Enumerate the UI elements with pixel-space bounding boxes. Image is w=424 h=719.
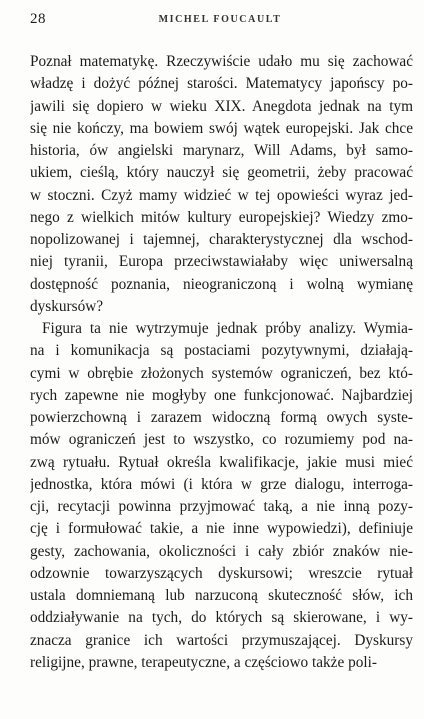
body-text bbox=[30, 51, 413, 674]
text-line: nopolizowanej i tajemnej, charakterystycznej dla wschod- bbox=[30, 231, 413, 248]
text-line: w stoczni. Czyż mamy widzieć w tej opowieści wyraz jed- bbox=[30, 186, 413, 204]
text-line: mów ograniczeń jest to wszystko, co rozumiemy pod na- bbox=[30, 431, 413, 449]
text-line: ustala domniemaną lub narzuconą skuteczność słów, ich bbox=[30, 587, 413, 604]
text-line: oddziaływanie na tych, do których są skierowane, i wy- bbox=[30, 609, 413, 627]
running-head-author: MICHEL FOUCAULT bbox=[158, 14, 282, 25]
text-line: znacza granice ich wartości przymuszającej. Dyskursy bbox=[30, 631, 413, 649]
text-line: rych zapewne nie mogłyby one funkcjonować. Najbardziej bbox=[30, 386, 413, 404]
text-line: zwą rytuału. Rytuał określa kwalifikacje, jakie musi mieć bbox=[30, 453, 413, 471]
text-line: cję i formułować takie, a nie inne wypowiedzi), definiuje bbox=[30, 520, 413, 538]
page-number: 28 bbox=[30, 11, 46, 27]
text-line: dyskursów? bbox=[30, 297, 104, 315]
text-line: cji, recytacji powinna przyjmować taką, a nie inną pozy- bbox=[30, 498, 413, 515]
text-line: religijne, prawne, terapeutyczne, a częściowo także poli- bbox=[30, 653, 377, 671]
text-line: dostępność poznania, nieograniczoną i wolną wymianę bbox=[30, 275, 413, 293]
text-line: odzownie towarzyszących dyskursowi; wreszcie rytuał bbox=[30, 564, 413, 582]
text-line: cymi w obrębie złożonych systemów ograniczeń, bez któ- bbox=[30, 364, 413, 382]
text-line: Poznał matematykę. Rzeczywiście udało mu się zachować bbox=[30, 53, 413, 70]
text-line: Figura ta nie wytrzymuje jednak próby analizy. Wymia- bbox=[42, 320, 413, 337]
text-line: jawili się dopiero w wieku XIX. Anegdota jednak na tym bbox=[30, 97, 413, 115]
text-line: na i komunikacja są postaciami pozytywnymi, działają- bbox=[30, 342, 413, 360]
text-line: niej tyranii, Europa przeciwstawiałaby więc uniwersalną bbox=[30, 253, 413, 271]
text-line: się nie kończy, ma bowiem swój wątek europejski. Jak chce bbox=[30, 119, 413, 137]
text-line: jednostka, która mówi (i która w grze dialogu, interroga- bbox=[30, 475, 413, 493]
text-line: historia, ów angielski marynarz, Will Adams, był samo- bbox=[30, 142, 413, 159]
text-line: powierzchowną i zarazem widoczną formą owych syste- bbox=[30, 409, 413, 426]
paragraph bbox=[30, 51, 413, 318]
paragraph bbox=[30, 318, 413, 674]
text-line: gesty, zachowania, okoliczności i cały zbiór znaków nie- bbox=[30, 542, 413, 560]
text-line: nego z wielkich mitów kultury europejskiej? Wiedzy zmo- bbox=[30, 208, 413, 226]
text-line: ukiem, cieślą, który nauczył się geometrii, żeby pracować bbox=[30, 164, 413, 182]
text-line: władzę i dożyć późnej starości. Matematycy japońscy po- bbox=[30, 75, 413, 93]
running-head bbox=[30, 11, 410, 31]
